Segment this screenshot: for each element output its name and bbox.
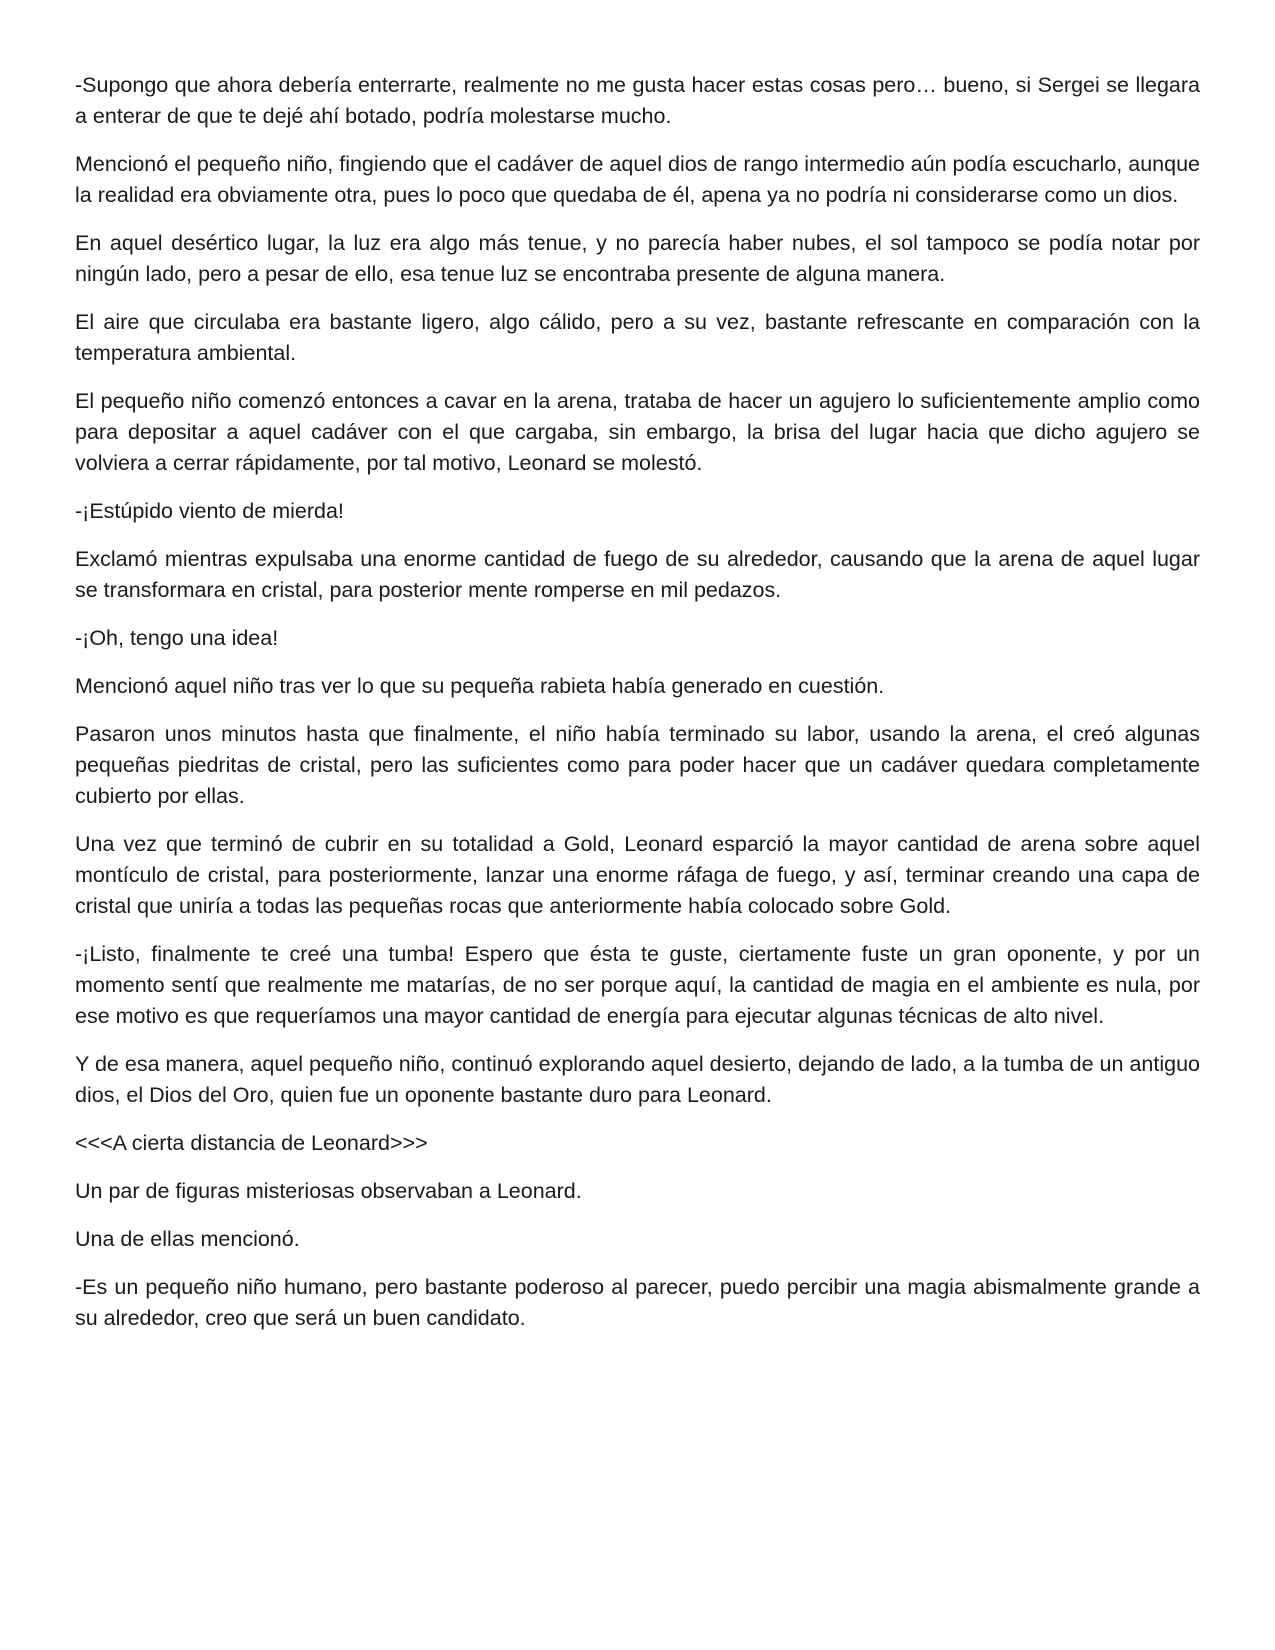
paragraph: -¡Listo, finalmente te creé una tumba! Espero que ésta te guste, ciertamente fuste un gran oponente, y por un momento sentí que realmente me matarías, de no ser porque aquí, la cantidad de magia en el ambiente es nula, por ese motivo es que requeríamos una mayor cantidad de energía para ejecutar algunas técnicas de alto nivel. <box>75 942 1200 1028</box>
paragraph: El aire que circulaba era bastante ligero, algo cálido, pero a su vez, bastante refrescante en comparación con la temperatura ambiental. <box>75 310 1200 365</box>
paragraph: -¡Estúpido viento de mierda! <box>75 499 344 523</box>
paragraph: Una de ellas mencionó. <box>75 1227 300 1251</box>
paragraph: Mencionó el pequeño niño, fingiendo que el cadáver de aquel dios de rango intermedio aún podía escucharlo, aunque la realidad era obviamente otra, pues lo poco que quedaba de él, apena ya no podría ni considerarse como un dios. <box>75 152 1200 207</box>
scene-break-heading: <<<A cierta distancia de Leonard>>> <box>75 1131 428 1155</box>
paragraph: Mencionó aquel niño tras ver lo que su pequeña rabieta había generado en cuestión. <box>75 674 885 698</box>
paragraph: El pequeño niño comenzó entonces a cavar en la arena, trataba de hacer un agujero lo suficientemente amplio como para depositar a aquel cadáver con el que cargaba, sin embargo, la brisa del lugar hacia que dicho agujero se volviera a cerrar rápidamente, por tal motivo, Leonard se molestó. <box>75 389 1200 475</box>
paragraph: Exclamó mientras expulsaba una enorme cantidad de fuego de su alrededor, causando que la arena de aquel lugar se transformara en cristal, para posterior mente romperse en mil pedazos. <box>75 547 1200 602</box>
paragraph: -Es un pequeño niño humano, pero bastante poderoso al parecer, puedo percibir una magia abismalmente grande a su alrededor, creo que será un buen candidato. <box>75 1275 1200 1330</box>
paragraph: Un par de figuras misteriosas observaban a Leonard. <box>75 1179 582 1203</box>
paragraph: Y de esa manera, aquel pequeño niño, continuó explorando aquel desierto, dejando de lado, a la tumba de un antiguo dios, el Dios del Oro, quien fue un oponente bastante duro para Leonard. <box>75 1052 1200 1107</box>
paragraph: Una vez que terminó de cubrir en su totalidad a Gold, Leonard esparció la mayor cantidad de arena sobre aquel montículo de cristal, para posteriormente, lanzar una enorme ráfaga de fuego, y así, terminar creando una capa de cristal que uniría a todas las pequeñas rocas que anteriormente había colocado sobre Gold. <box>75 832 1200 918</box>
paragraph: -¡Oh, tengo una idea! <box>75 626 279 650</box>
paragraph: En aquel desértico lugar, la luz era algo más tenue, y no parecía haber nubes, el sol tampoco se podía notar por ningún lado, pero a pesar de ello, esa tenue luz se encontraba presente de alguna manera. <box>75 231 1200 286</box>
paragraph: Pasaron unos minutos hasta que finalmente, el niño había terminado su labor, usando la arena, el creó algunas pequeñas piedritas de cristal, pero las suficientes como para poder hacer que un cadáver quedara completamente cubierto por ellas. <box>75 722 1200 808</box>
paragraph: -Supongo que ahora debería enterrarte, realmente no me gusta hacer estas cosas pero… bueno, si Sergei se llegara a enterar de que te dejé ahí botado, podría molestarse mucho. <box>75 73 1200 128</box>
document-page <box>75 70 1200 1351</box>
